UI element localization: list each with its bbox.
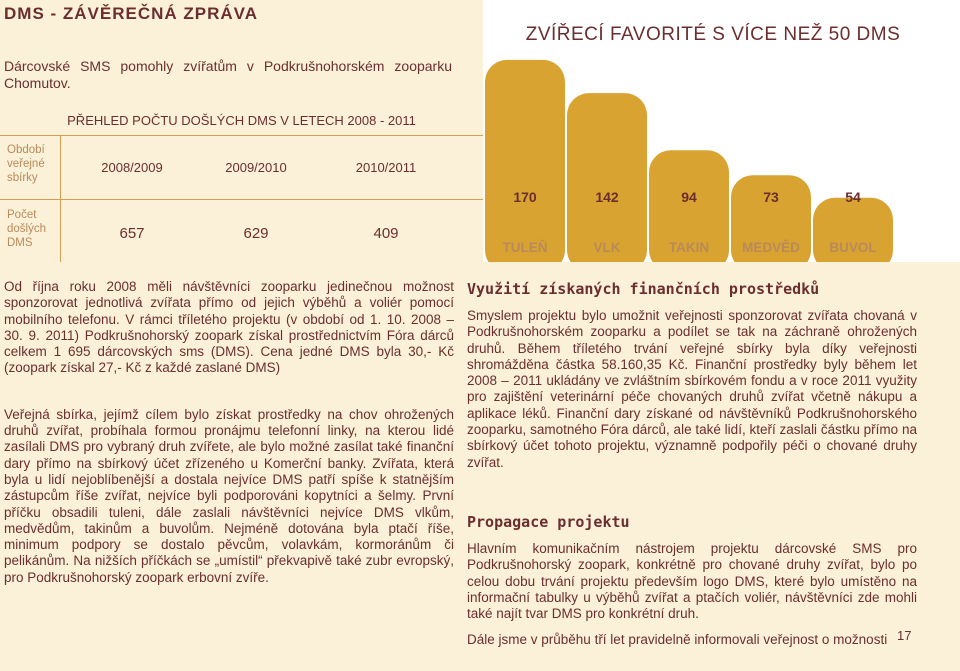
table-divider <box>0 199 483 200</box>
paragraph: Smyslem projektu bylo umožnit veřejnosti sponzorovat zvířata chovaná v Podkrušnohorském zooparku a podílet se tak na záchraně ohrožených druhů. Během tříletého trvání veřejné sbírky byla díky veřejnosti shromážděna částka 58.160,35 Kč. Finanční prostředky byly během let 2008 – 2011 ukládány ve zvláštním sbírkovém fondu a v roce 2011 využity pro zajištění veterinární péče chovaných druhů zvířat včetně nákupu a aplikace léků. Finanční dary získané od návštěvníků Podkrušnohorského zooparku, samotného Fóra dárců, ale také lidí, kteří zaslali částku přímo na sbírkový účet tohoto projektu, významně podpořily péči o chované druhy zvířat. <box>467 308 917 470</box>
table-divider <box>60 135 61 262</box>
bar-vlk <box>567 93 647 262</box>
favorites-chart <box>483 0 960 262</box>
column-header: 2009/2010 <box>225 160 287 175</box>
paragraph: Dále jsme v průběhu tří let pravidelně informovali veřejnost o možnosti <box>467 632 888 648</box>
bar-value-label: 170 <box>513 189 537 205</box>
right-text-column <box>467 280 917 649</box>
section-heading-funds: Využití získaných finančních prostředků <box>467 280 820 298</box>
category-label: TAKIN <box>668 240 710 255</box>
table-cell-value: 657 <box>119 225 145 242</box>
dms-overview-table <box>0 105 483 262</box>
table-title: PŘEHLED POČTU DOŠLÝCH DMS V LETECH 2008 - 2011 <box>67 113 416 128</box>
intro-text: Dárcovské SMS pomohly zvířatům v Podkrušnohorském zooparku Chomutov. <box>4 58 452 91</box>
category-label: TULEŇ <box>502 240 548 255</box>
table-cell-value: 629 <box>243 225 269 242</box>
row-label-count: Počet došlých DMS <box>7 209 46 249</box>
table-cell-value: 409 <box>373 225 399 242</box>
column-header: 2010/2011 <box>355 160 417 175</box>
category-label: MEDVĚD <box>742 240 800 255</box>
paragraph: Od října roku 2008 měli návštěvníci zooparku jedinečnou možnost sponzorovat jednotlivá zvířata přímo od jejich výběhů a voliér pomocí mobilního telefonu. V rámci tříletého projektu (v období od 1. 10. 2008 – 30. 9. 2011) Podkrušnohorský zoopark získal prostřednictvím Fóra dárců celkem 1 695 dárcovských sms (DMS). Cena jedné DMS byla 30,- Kč (zoopark získal 27,- Kč z každé zaslané DMS) <box>4 279 454 376</box>
bar-value-label: 142 <box>595 189 619 205</box>
page-title: DMS - ZÁVĚREČNÁ ZPRÁVA <box>4 4 259 23</box>
bar-tuleň <box>485 60 565 262</box>
chart-canvas <box>483 0 960 262</box>
paragraph: Veřejná sbírka, jejímž cílem bylo získat prostředky na chov ohrožených druhů zvířat, probíhala formou pronájmu telefonní linky, na kterou lidé zasílali DMS pro vybraný druh zvířete, ale bylo možné zasílat také finanční dary přímo na sbírkový účet zřízeného u Komerční banky. Zvířata, která byla u lidí nejoblíbenější a dostala nejvíce DMS patří spíše k statnějším zástupcům říše zvířat, nejvíce byli podporováni kopytníci a šelmy. První příčku obsadili tuleni, dále zaslali návštěvníci nejvíce DMS vlkům, medvědům, takinům a buvolům. Nejméně dotována byla ptačí říše, minimum podpory se dostalo pěvcům, volavkám, kormoránům či pelikánům. Na nižších příčkách se „umístil“ překvapivě také zubr evropský, pro Podkrušnohorský zoopark erbovní zvíře. <box>4 406 454 585</box>
category-label: VLK <box>593 240 621 255</box>
chart-title: ZVÍŘECÍ FAVORITÉ S VÍCE NEŽ 50 DMS <box>525 24 901 45</box>
left-text-column <box>4 279 454 600</box>
column-header: 2008/2009 <box>101 160 163 175</box>
row-label-period: Období veřejné sbírky <box>7 144 45 184</box>
bar-value-label: 73 <box>763 189 779 205</box>
bar-value-label: 94 <box>681 189 697 205</box>
table-divider <box>0 135 483 136</box>
page-number: 17 <box>897 628 912 643</box>
category-label: BUVOL <box>829 240 877 255</box>
bar-value-label: 54 <box>845 189 861 205</box>
paragraph: Hlavním komunikačním nástrojem projektu dárcovské SMS pro Podkrušnohorský zoopark, konkrétně pro chované druhy zvířat, bylo po celou dobu trvání projektu především logo DMS, které bylo umístěno na informační tabulky u výběhů zvířat a ptačích voliér, návštěvníci zde mohli také najít tvar DMS pro konkrétní druh. <box>467 540 917 622</box>
section-heading-promotion: Propagace projektu <box>467 512 630 531</box>
